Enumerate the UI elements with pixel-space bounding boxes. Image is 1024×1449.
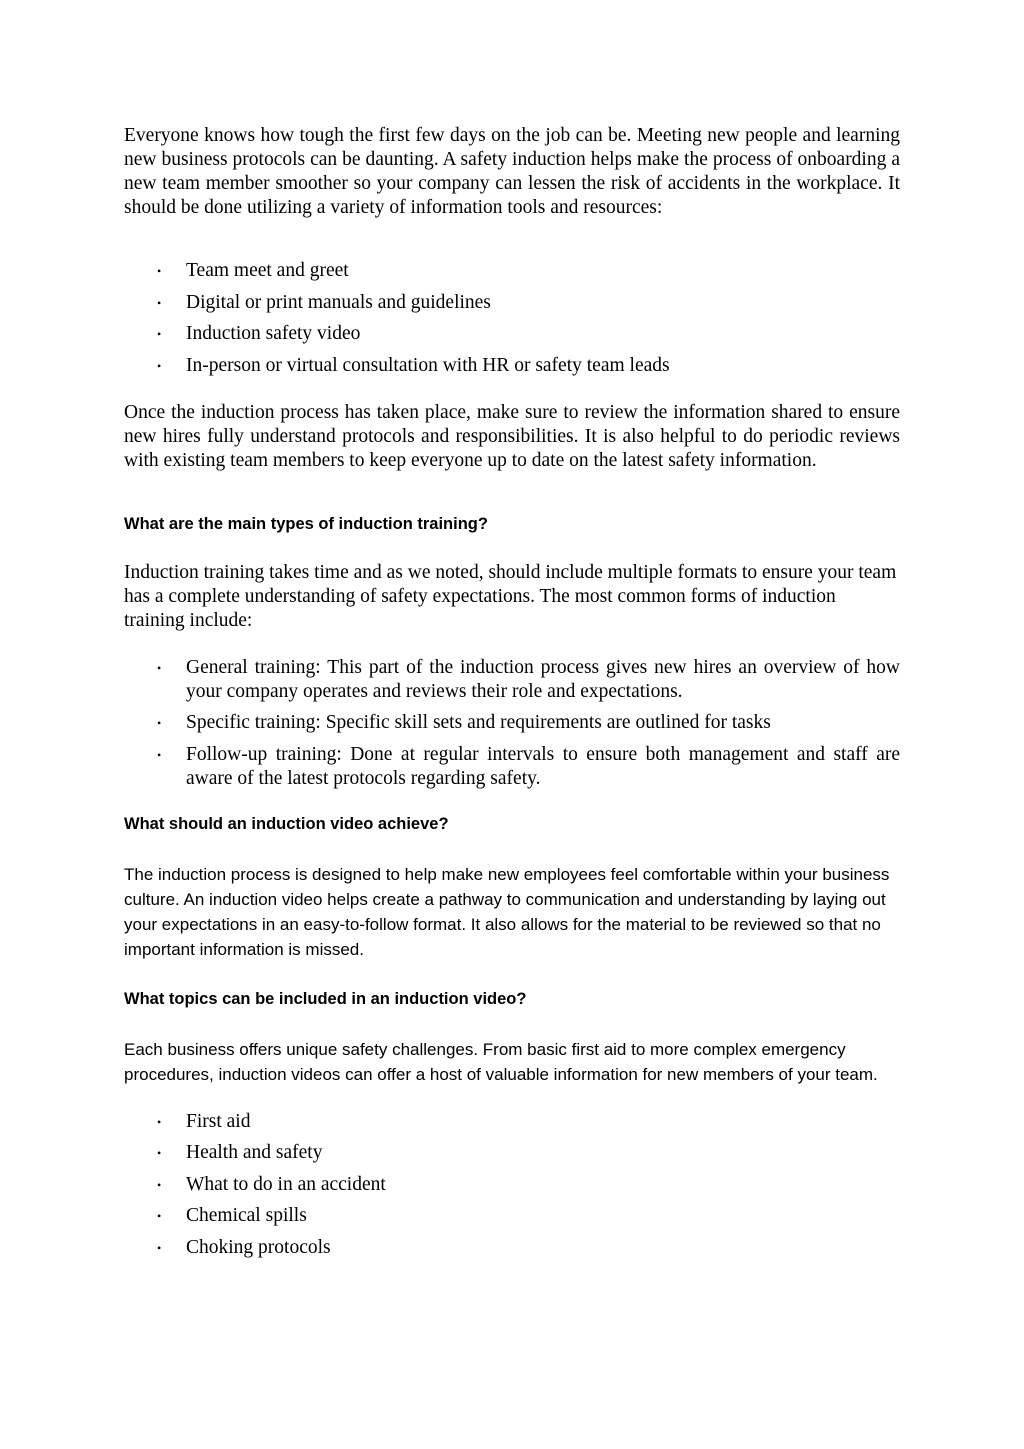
achieve-heading: What should an induction video achieve? bbox=[124, 814, 449, 833]
topics-list bbox=[124, 1110, 900, 1260]
bullet-icon: • bbox=[157, 295, 162, 310]
bullet-icon: • bbox=[157, 1114, 162, 1129]
document-page bbox=[124, 124, 900, 1260]
list-item: • Follow-up training: Done at regular intervals to ensure both management and staff are aware of the latest protocols regarding safety. bbox=[157, 743, 900, 789]
bullet-icon: • bbox=[157, 264, 162, 278]
list-item: • First aid bbox=[157, 1110, 251, 1132]
types-list bbox=[124, 656, 900, 791]
bullet-icon: • bbox=[157, 1209, 162, 1223]
bullet-icon: • bbox=[157, 358, 162, 373]
types-heading: What are the main types of induction training? bbox=[124, 514, 488, 533]
bullet-icon: • bbox=[157, 1146, 162, 1160]
list-item: • Digital or print manuals and guidelines bbox=[157, 291, 491, 313]
topics-paragraph: Each business offers unique safety challenges. From basic first aid to more complex emergency procedures, induction videos can offer a host of valuable information for new members of your team. bbox=[124, 1039, 878, 1084]
types-paragraph: Induction training takes time and as we noted, should include multiple formats to ensure your team has a complete understanding of safety expectations. The most common forms of induction training include: bbox=[124, 561, 897, 631]
achieve-paragraph: The induction process is designed to help make new employees feel comfortable within your business culture. An induction video helps create a pathway to communication and understanding by laying out your expectations in an easy-to-follow format. It also allows for the material to be reviewed so that no important information is missed. bbox=[124, 864, 890, 959]
review-paragraph: Once the induction process has taken place, make sure to review the information shared to ensure new hires fully understand protocols and responsibilities. It is also helpful to do periodic reviews with existing team members to keep everyone up to date on the latest safety information. bbox=[124, 401, 900, 471]
bullet-icon: • bbox=[157, 1177, 162, 1192]
list-item: • General training: This part of the induction process gives new hires an overview of how your company operates and reviews their role and expectations. bbox=[157, 656, 900, 702]
list-item: • Choking protocols bbox=[157, 1236, 331, 1258]
bullet-icon: • bbox=[157, 1240, 162, 1255]
intro-paragraph: Everyone knows how tough the first few days on the job can be. Meeting new people and learning new business protocols can be daunting. A safety induction helps make the process of onboarding a new team member smoother so your company can lessen the risk of accidents in the workplace. It should be done utilizing a variety of information tools and resources: bbox=[124, 125, 900, 218]
list-item: • What to do in an accident bbox=[157, 1173, 386, 1195]
list-item: • Health and safety bbox=[157, 1142, 323, 1163]
bullet-icon: • bbox=[157, 660, 162, 675]
tools-list bbox=[124, 259, 900, 378]
list-item: • Team meet and greet bbox=[157, 260, 349, 281]
topics-heading: What topics can be included in an induction video? bbox=[124, 989, 527, 1008]
bullet-icon: • bbox=[157, 716, 162, 730]
bullet-icon: • bbox=[157, 327, 162, 341]
list-item: • Induction safety video bbox=[157, 323, 361, 344]
list-item: • Chemical spills bbox=[157, 1205, 307, 1226]
list-item: • In-person or virtual consultation with HR or safety team leads bbox=[157, 354, 670, 376]
bullet-icon: • bbox=[157, 747, 162, 762]
list-item: • Specific training: Specific skill sets and requirements are outlined for tasks bbox=[157, 712, 771, 733]
